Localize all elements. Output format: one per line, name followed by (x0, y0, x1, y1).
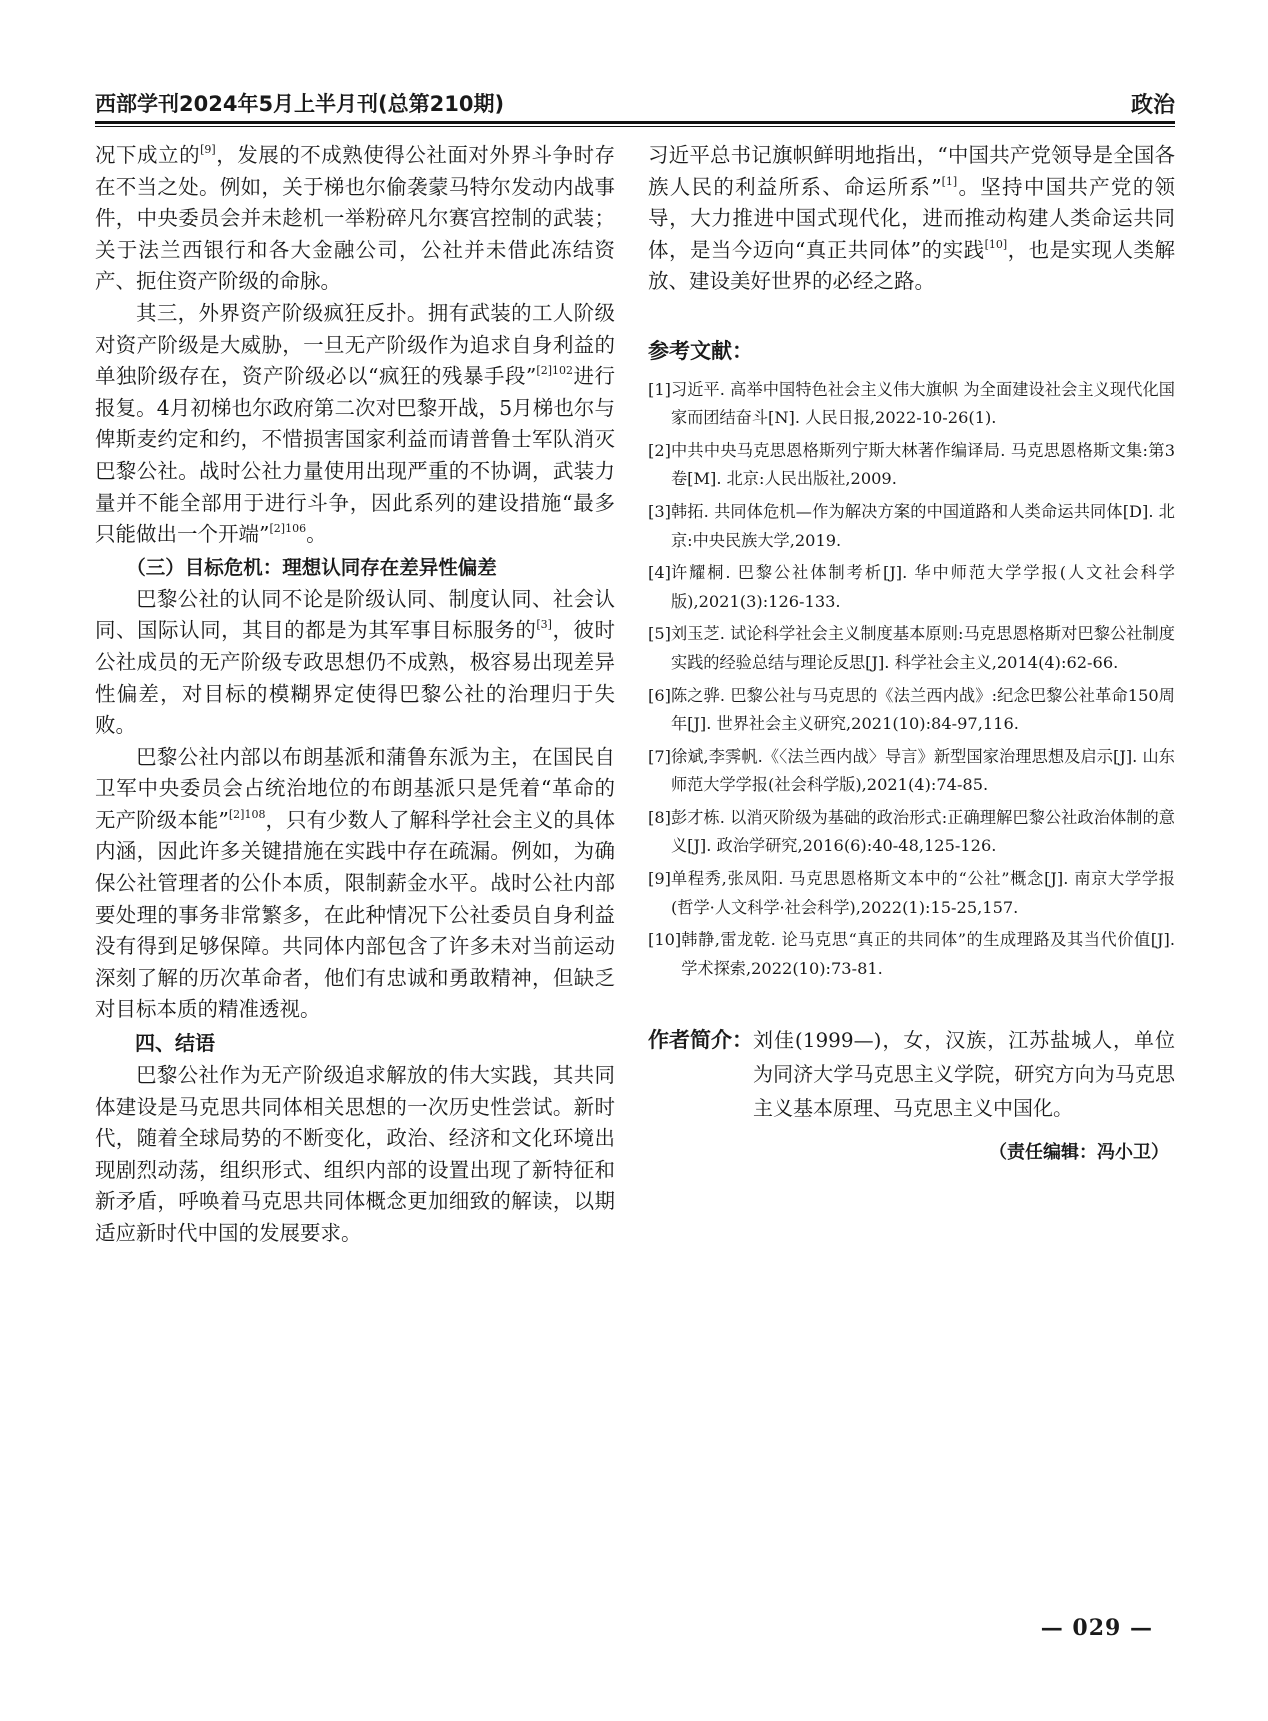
subsection-heading: （三）目标危机：理想认同存在差异性偏差 (126, 555, 497, 579)
reference-item: [2] 中共中央马克思恩格斯列宁斯大林著作编译局. 马克思恩格斯文集:第3卷[M]. 北京:人民出版社,2009. (648, 440, 1175, 489)
reference-item: [3] 韩拓. 共同体危机—作为解决方案的中国道路和人类命运共同体[D]. 北京:中央民族大学,2019. (648, 501, 1175, 550)
header-rule-thin (95, 126, 1175, 127)
paragraph: 巴黎公社内部以布朗基派和蒲鲁东派为主，在国民自卫军中央委员会占统治地位的布朗基派只是凭着“革命的无产阶级本能”$^{[2]108}$，只有少数人了解科学社会主义的具体内涵，因此许多关键措施在实践中存在疏漏。例如，为确保公社管理者的公仆本质，限制薪金水平。战时公社内部要处理的事务非常繁多，在此种情况下公社委员自身利益没有得到足够保障。共同体内部包含了许多未对当前运动深刻了解的历次革命者，他们有忠诚和勇敢精神，但缺乏对目标本质的精准透视。 (95, 744, 615, 1022)
responsible-editor: （责任编辑：冯小卫） (989, 1142, 1169, 1164)
citation: [2]106 (269, 522, 307, 536)
citation: [2]102 (536, 364, 573, 378)
citation: [10] (984, 237, 1008, 251)
left-column (95, 140, 615, 1250)
reference-item: [5] 刘玉芝. 试论科学社会主义制度基本原则:马克思恩格斯对巴黎公社制度实践的经验总结与理论反思[J]. 科学社会主义,2014(4):62-66. (648, 624, 1175, 672)
references-title: 参考文献： (648, 338, 753, 363)
paragraph: 其三，外界资产阶级疯狂反扑。拥有武装的工人阶级对资产阶级是大威胁，一旦无产阶级作为追求自身利益的单独阶级存在，资产阶级必以“疯狂的残暴手段”$^{[2]102}$进行报复。4月初梯也尔政府第二次对巴黎开战，5月梯也尔与俾斯麦约定和约，不惜损害国家利益而请普鲁士军队消灭巴黎公社。战时公社力量使用出现严重的不协调，武装力量并不能全部用于进行斗争，因此系列的建设措施“最多只能做出一个开端”$^{[2]106}$。 (95, 300, 615, 547)
section-heading: 四、结语 (135, 1031, 215, 1056)
author-bio-text: 刘佳(1999—)，女，汉族，江苏盐城人，单位为同济大学马克思主义学院，研究方向为马克思主义基本原理、马克思主义中国化。 (753, 1028, 1175, 1121)
paragraph: 习近平总书记旗帜鲜明地指出，“中国共产党领导是全国各族人民的利益所系、命运所系”[1]。坚持中国共产党的领导，大力推进中国式现代化，进而推动构建人类命运共同体，是当今迈向“真正共同体”的实践[10]，也是实现人类解放、建设美好世界的必经之路。 (648, 143, 1175, 294)
reference-item: [7] 徐斌,李霁帆.《〈法兰西内战〉导言》新型国家治理思想及启示[J]. 山东师范大学学报(社会科学版),2021(4):74-85. (648, 746, 1175, 795)
reference-item: [8] 彭才栋. 以消灭阶级为基础的政治形式:正确理解巴黎公社政治体制的意义[J]. 政治学研究,2016(6):40-48,125-126. (648, 807, 1175, 856)
citation: [9] (200, 143, 216, 156)
journal-name: 西部学刊2024年5月上半月刊(总第210期) (95, 92, 505, 116)
citation: [3] (536, 618, 552, 632)
paragraph: 巴黎公社的认同不论是阶级认同、制度认同、社会认同、国际认同，其目的都是为其军事目标服务的[3]，彼时公社成员的无产阶级专政思想仍不成熟，极容易出现差异性偏差，对目标的模糊界定使得巴黎公社的治理归于失败。 (95, 586, 616, 738)
reference-item: [4] 许耀桐. 巴黎公社体制考析[J]. 华中师范大学学报(人文社会科学版),2021(3):126-133. (648, 563, 1175, 611)
reference-item: [1] 习近平. 高举中国特色社会主义伟大旗帜 为全面建设社会主义现代化国家而团结奋斗[N]. 人民日报,2022-10-26(1). (648, 379, 1175, 428)
author-bio (648, 1023, 1175, 1125)
reference-list (648, 376, 1175, 984)
page-number: — 029 — (1040, 1615, 1153, 1641)
reference-item: [6] 陈之骅. 巴黎公社与马克思的《法兰西内战》:纪念巴黎公社革命150周年[J]. 世界社会主义研究,2021(10):84-97,116. (648, 685, 1175, 734)
reference-item: [10] 韩静,雷龙乾. 论马克思“真正的共同体”的生成理路及其当代价值[J]. 学术探索,2022(10):73-81. (648, 930, 1175, 978)
paragraph: 况下成立的[9]，发展的不成熟使得公社面对外界斗争时存在不当之处。例如，关于梯也尔偷袭蒙马特尔发动内战事件，中央委员会并未趁机一举粉碎凡尔赛宫控制的武装；关于法兰西银行和各大金融公司，公社并未借此冻结资产、扼住资产阶级的命脉。 (95, 143, 616, 294)
right-column (648, 140, 1175, 1169)
running-header (95, 82, 1175, 118)
paragraph: 巴黎公社作为无产阶级追求解放的伟大实践，其共同体建设是马克思共同体相关思想的一次历史性尝试。新时代，随着全球局势的不断变化，政治、经济和文化环境出现剧烈动荡，组织形式、组织内部的设置出现了新特征和新矛盾，呼唤着马克思共同体概念更加细致的解读，以期适应新时代中国的发展要求。 (95, 1063, 615, 1245)
citation: [1] (941, 174, 958, 188)
author-bio-label: 作者简介： (648, 1028, 753, 1053)
section-tag: 政治 (1130, 93, 1175, 118)
reference-item: [9] 单程秀,张凤阳. 马克思恩格斯文本中的“公社”概念[J]. 南京大学学报(哲学·人文科学·社会科学),2022(1):15-25,157. (648, 869, 1175, 917)
citation: [2]108 (228, 807, 266, 821)
header-rule-thick (95, 121, 1175, 124)
